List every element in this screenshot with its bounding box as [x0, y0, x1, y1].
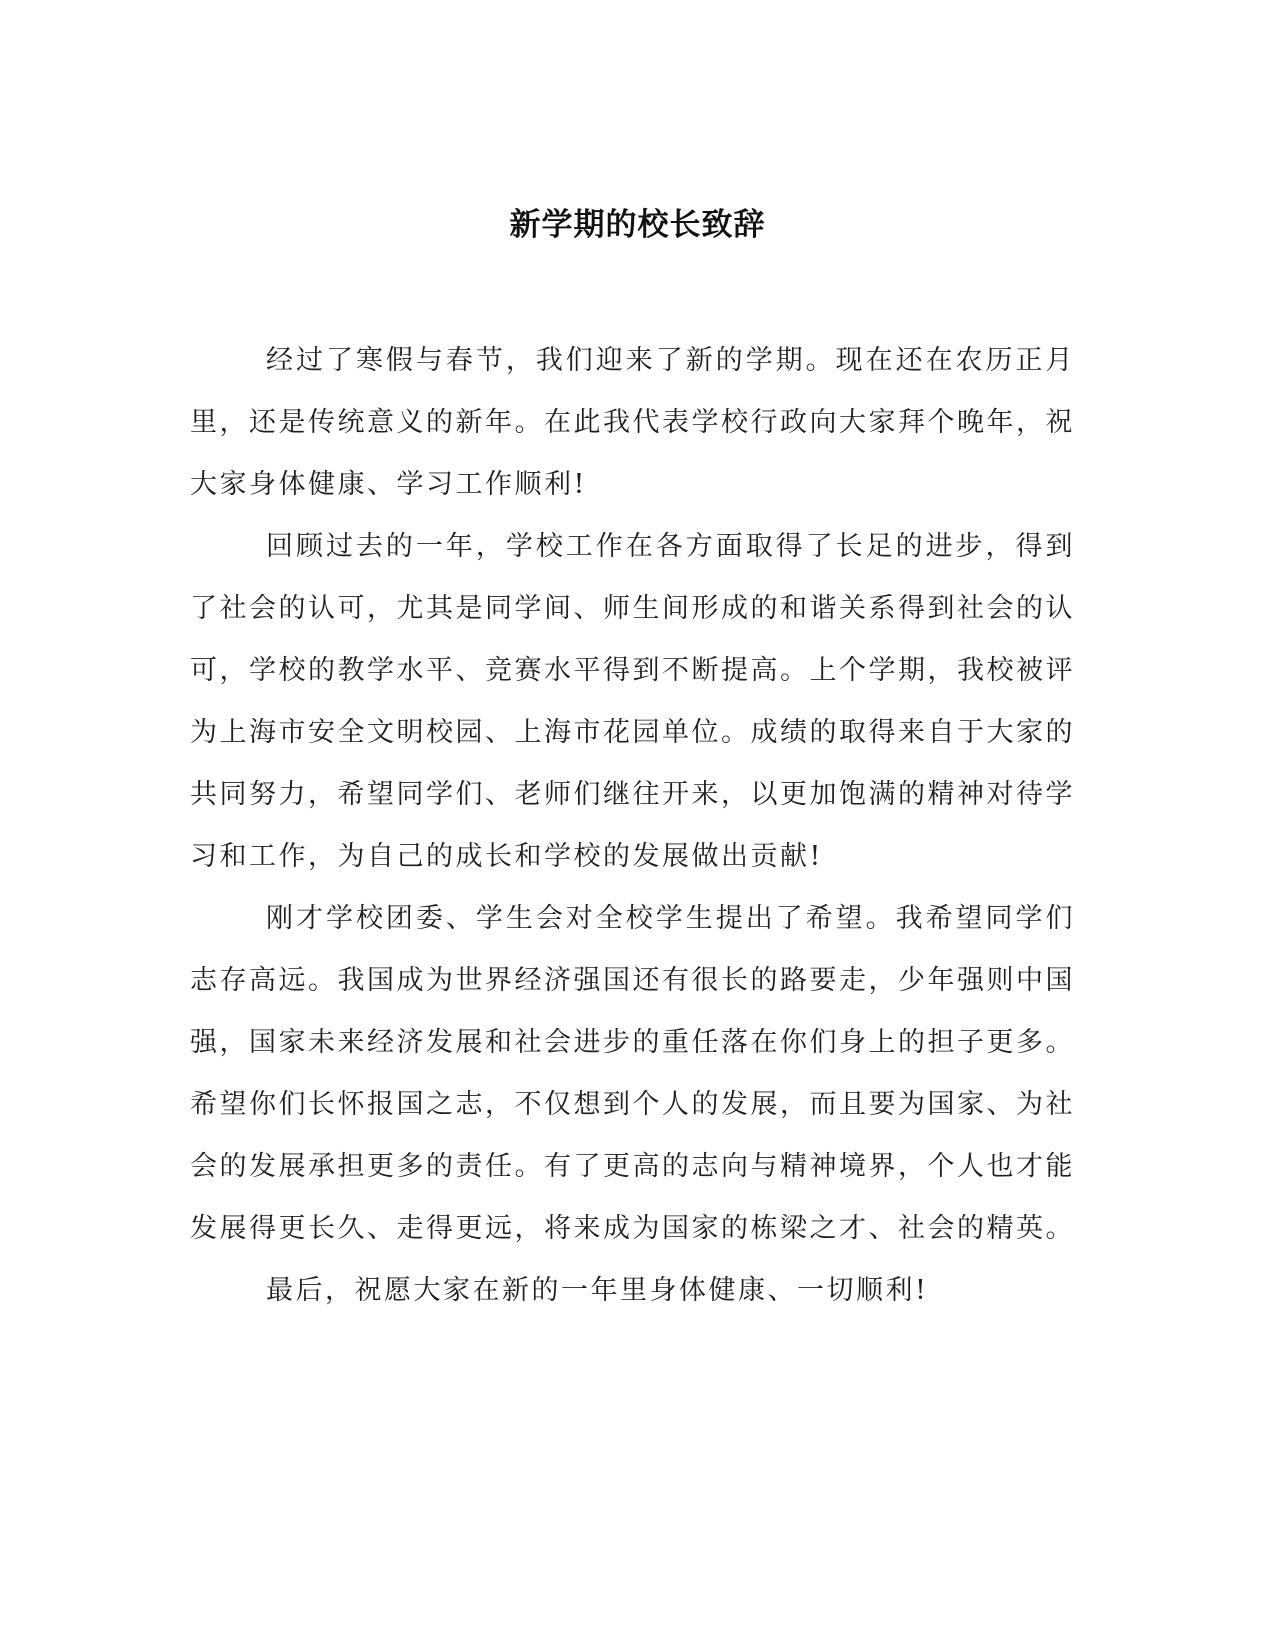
- paragraph-greeting: 经过了寒假与春节，我们迎来了新的学期。现在还在农历正月里，还是传统意义的新年。在此我代表学校行政向大家拜个晚年，祝大家身体健康、学习工作顺利!: [190, 345, 1075, 500]
- document-title: 新学期的校长致辞: [509, 207, 766, 243]
- paragraph-review: 回顾过去的一年，学校工作在各方面取得了长足的进步，得到了社会的认可，尤其是同学间、师生间形成的和谐关系得到社会的认可，学校的教学水平、竞赛水平得到不断提高。上个学期，我校被评为上海市安全文明校园、上海市花园单位。成绩的取得来自于大家的共同努力，希望同学们、老师们继往开来，以更加饱满的精神对待学习和工作，为自己的成长和学校的发展做出贡献!: [190, 531, 1075, 872]
- paragraph-aspiration: 刚才学校团委、学生会对全校学生提出了希望。我希望同学们志存高远。我国成为世界经济强国还有很长的路要走，少年强则中国强，国家未来经济发展和社会进步的重任落在你们身上的担子更多。希望你们长怀报国之志，不仅想到个人的发展，而且要为国家、为社会的发展承担更多的责任。有了更高的志向与精神境界，个人也才能发展得更长久、走得更远，将来成为国家的栋梁之才、社会的精英。: [190, 903, 1075, 1244]
- paragraph-closing: 最后，祝愿大家在新的一年里身体健康、一切顺利!: [266, 1275, 929, 1306]
- document-body: [190, 330, 1075, 1322]
